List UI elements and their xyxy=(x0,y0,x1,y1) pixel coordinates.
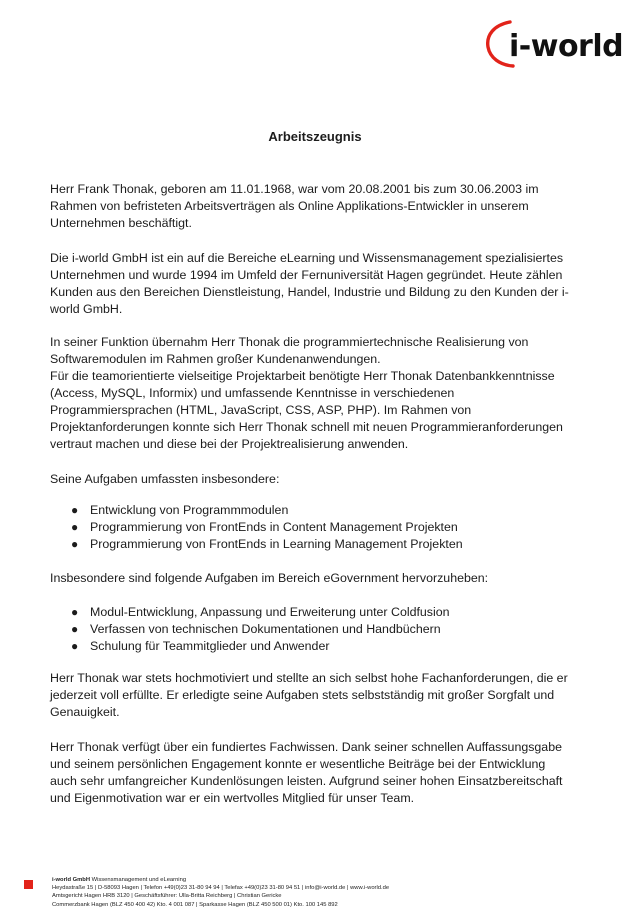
text-line: (Access, MySQL, Informix) und umfassende Kenntnisse in verschiedenen xyxy=(50,386,455,400)
text-line: und Eigenmotivation war er ein wertvolles Mitglied für unser Team. xyxy=(50,791,415,805)
list-item-text: Entwicklung von Programmmodulen xyxy=(90,503,289,517)
list-item-text: Schulung für Teammitglieder und Anwender xyxy=(90,639,330,653)
footer-company-name: i-world GmbH xyxy=(52,877,90,883)
text-line: Rahmen von befristeten Arbeitsverträgen als Online Applikations-Entwickler in unserem xyxy=(50,199,529,213)
list-item xyxy=(50,604,570,621)
company-logo xyxy=(480,18,624,70)
bullet-icon: ● xyxy=(71,503,79,517)
text-line: In seiner Funktion übernahm Herr Thonak die programmiertechnische Realisierung von xyxy=(50,335,529,349)
text-line: und seinem persönlichen Engagement konnte er wesentliche Beiträge bei der Entwicklung xyxy=(50,757,546,771)
egovernment-task-list xyxy=(50,604,570,655)
list-item-text: Programmierung von FrontEnds in Learning Management Projekten xyxy=(90,537,463,551)
text-line: auch sehr umfangreicher Kundenlösungen leisten. Aufgrund seiner hohen Einsatzbereitschaft xyxy=(50,774,563,788)
bullet-icon: ● xyxy=(71,605,79,619)
text-line: Unternehmen und wurde 1994 im Umfeld der Fernuniversität Hagen gegründet. Heute zählen xyxy=(50,268,563,282)
text-line: Softwaremodulen im Rahmen großer Kundenanwendungen. xyxy=(50,352,381,366)
paragraph-employment-period xyxy=(50,181,585,232)
text-line: jederzeit voll erfüllte. Er erledigte seine Aufgaben stets selbstständig mit großer Sorgfalt und xyxy=(50,688,555,702)
paragraph-expertise xyxy=(50,739,585,807)
footer-register-line: Amtsgericht Hagen HRB 3120 | Geschäftsführer: Ulla-Britta Reichberg | Christian Gericke xyxy=(52,893,282,900)
text-line: Seine Aufgaben umfassten insbesondere: xyxy=(50,472,280,486)
letterhead-footer xyxy=(52,876,612,909)
footer-company-line xyxy=(52,876,612,884)
task-list xyxy=(50,502,570,553)
footer-company-tagline: Wissensmanagement und eLearning xyxy=(91,877,187,883)
paragraph-egovernment-intro xyxy=(50,570,585,587)
text-line: Unternehmen beschäftigt. xyxy=(50,216,192,230)
bullet-icon: ● xyxy=(71,622,79,636)
bullet-icon: ● xyxy=(71,639,79,653)
bullet-icon: ● xyxy=(71,537,79,551)
text-line: Herr Thonak war stets hochmotiviert und stellte an sich selbst hohe Fachanforderungen, die er xyxy=(50,671,568,685)
paragraph-tasks-intro xyxy=(50,471,585,488)
list-item xyxy=(50,502,570,519)
text-line: vertraut machen und diese bei der Projektrealisierung anwenden. xyxy=(50,437,409,451)
list-item xyxy=(50,536,570,553)
text-line: world GmbH. xyxy=(50,302,123,316)
logo-wordmark: i-world xyxy=(509,29,624,64)
bullet-icon: ● xyxy=(71,520,79,534)
text-line: Programmiersprachen (HTML, JavaScript, CSS, ASP, PHP). Im Rahmen von xyxy=(50,403,472,417)
list-item xyxy=(50,519,570,536)
text-line: Genauigkeit. xyxy=(50,705,120,719)
list-item xyxy=(50,621,570,638)
text-line: Herr Thonak verfügt über ein fundiertes Fachwissen. Dank seiner schnellen Auffassungsgabe xyxy=(50,740,562,754)
paragraph-motivation xyxy=(50,670,585,721)
footer-address-line: Heydastraße 15 | D-58093 Hagen | Telefon +49(0)23 31-80 94 94 | Telefax +49(0)23 31-80 94 51 | info@i-world.de | www.i-world.de xyxy=(52,885,390,892)
text-line: Insbesondere sind folgende Aufgaben im Bereich eGovernment hervorzuheben: xyxy=(50,571,489,585)
list-item-text: Programmierung von FrontEnds in Content Management Projekten xyxy=(90,520,458,534)
paragraph-company-description xyxy=(50,250,585,318)
text-line: Herr Frank Thonak, geboren am 11.01.1968, war vom 20.08.2001 bis zum 30.06.2003 im xyxy=(50,182,539,196)
text-line: Für die teamorientierte vielseitige Projektarbeit benötigte Herr Thonak Datenbankkenntnisse xyxy=(50,369,555,383)
list-item-text: Verfassen von technischen Dokumentationen und Handbüchern xyxy=(90,622,441,636)
list-item-text: Modul-Entwicklung, Anpassung und Erweiterung unter Coldfusion xyxy=(90,605,450,619)
footer-bank-line: Commerzbank Hagen (BLZ 450 400 42) Kto. 4 001 087 | Sparkasse Hagen (BLZ 450 500 01) Kto. 100 145 892 xyxy=(52,901,338,908)
text-line: Die i-world GmbH ist ein auf die Bereiche eLearning und Wissensmanagement spezialisiertes xyxy=(50,251,564,265)
text-line: Projektanforderungen konnte sich Herr Thonak schnell mit neuen Programmieranforderungen xyxy=(50,420,563,434)
footer-brand-square xyxy=(24,880,33,889)
list-item xyxy=(50,638,570,655)
document-title: Arbeitszeugnis xyxy=(268,129,362,144)
text-line: Kunden aus den Bereichen Dienstleistung, Handel, Industrie und Bildung zu den Kunden der i- xyxy=(50,285,569,299)
paragraph-role-description xyxy=(50,334,585,453)
